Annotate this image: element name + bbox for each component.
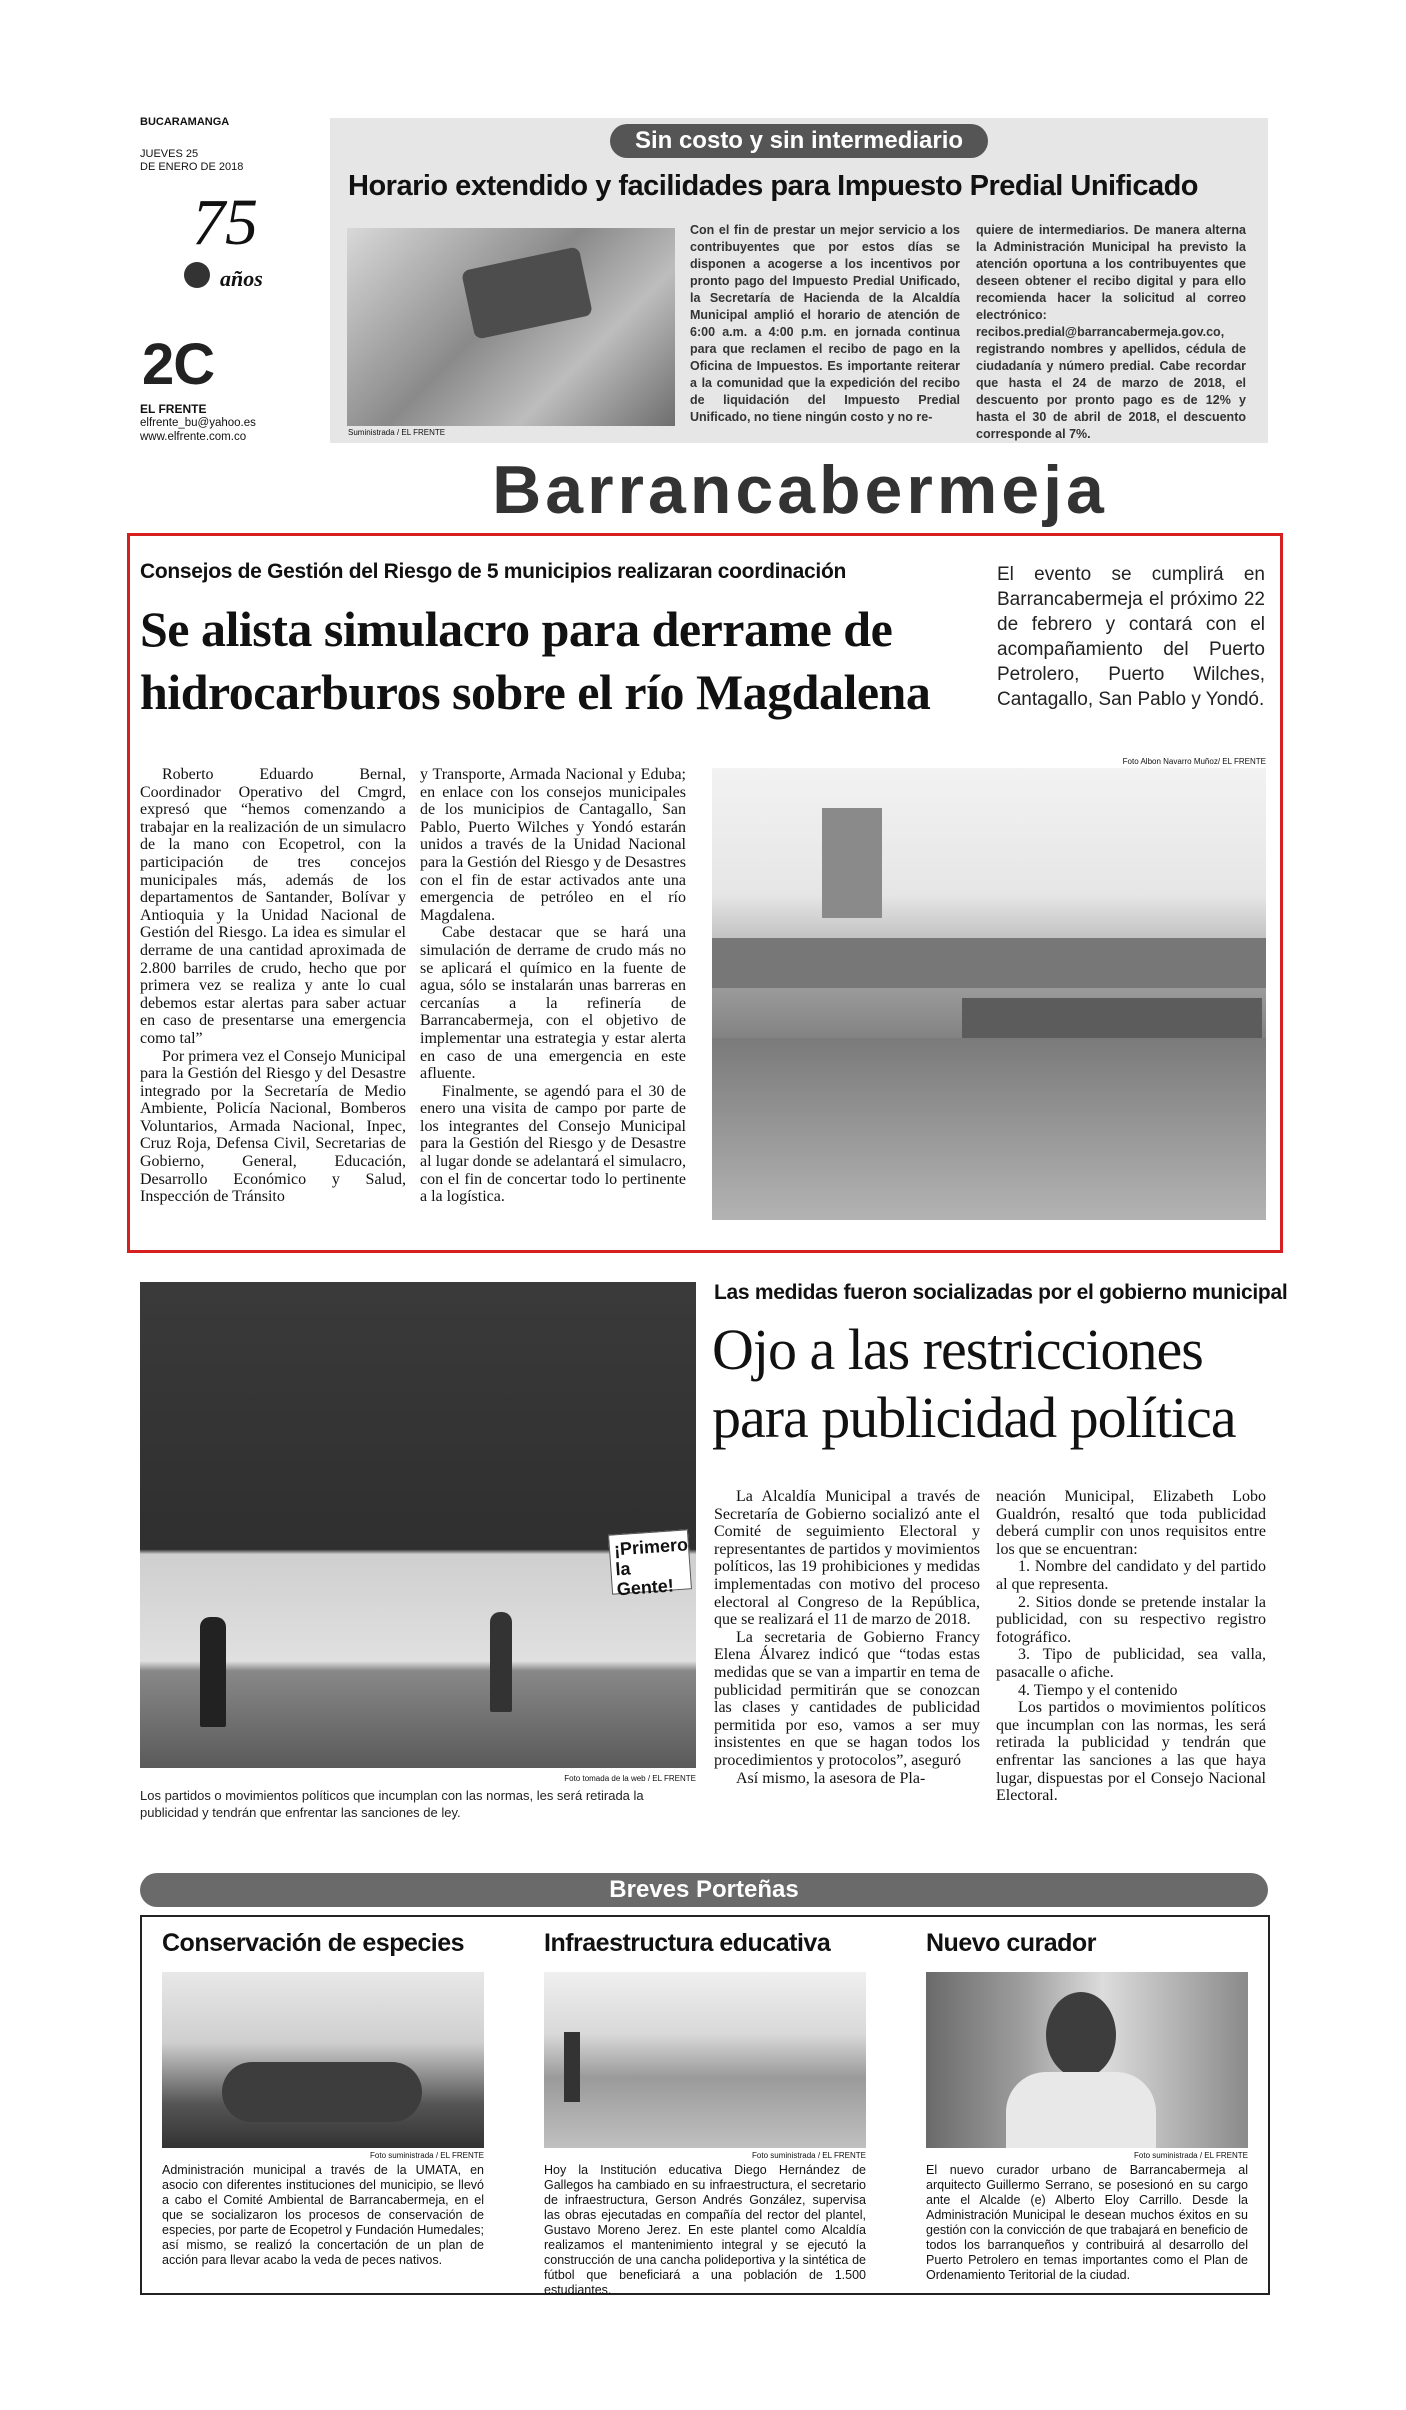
- second-kicker: Las medidas fueron socializadas por el gobierno municipal: [714, 1281, 1288, 1304]
- lead-col1-paragraph: Roberto Eduardo Bernal, Coordinador Operativo del Cmgrd, expresó que “hemos comenzando a trabajar en la realización de un simulacro de la mano con Ecopetrol, con la participación de tres concejos municipales más, además de los departamentos de Santander, Bolívar y Antioquia y la Unidad Nacional de Gestión del Riesgo. La idea es simular el derrame de una cantidad aproximada de 2.800 barriles de crudo, hecho que por primera vez se realiza y ante lo cual debemos estar alertas para saber actuar en caso de presentarse una emergencia como tal”: [140, 766, 406, 1047]
- boat-shape: [962, 998, 1262, 1038]
- brief-text-infraestructura: Hoy la Institución educativa Diego Hernández de Gallegos ha cambiado en su infraestructura, el secretario de infraestructura, Gerson Andrés González, supervisa las obras ejecutadas en compañía del rector del plantel, Gustavo Moreno Jerez. En este plantel como Alcaldía realizamos el mantenimiento integral y se ejecutó la construcción de una cancha polideportiva y la sintética de fútbol que beneficiará a una población de 1.500 estudiantes.: [544, 2163, 866, 2297]
- anniversary-ring-icon: [184, 262, 210, 288]
- brief-text-especies: Administración municipal a través de la UMATA, en asocio con diferentes instituciones del municipio, se llevó a cabo el Comité Ambiental de Barrancabermeja, en el que se socializaron los procesos de conservación de especies, por parte de Ecopetrol y Fundación Humedales; así mismo, se realizó la concertación de un plan de acción para llevar acabo la veda de peces nativos.: [162, 2163, 484, 2267]
- worker-figure-1: [200, 1617, 226, 1727]
- second-col-2: [996, 1488, 1266, 1805]
- predial-photo: [347, 228, 675, 426]
- paper-name: EL FRENTE: [140, 402, 207, 416]
- brief-credit-2: Foto suministrada / EL FRENTE: [752, 2151, 866, 2160]
- second-col2-item: 3. Tipo de publicidad, sea valla, pasacalle o afiche.: [996, 1646, 1266, 1681]
- second-col-1: [714, 1488, 980, 1787]
- hands-money-shape: [461, 246, 593, 339]
- lead-kicker: Consejos de Gestión del Riesgo de 5 municipios realizaran coordinación: [140, 560, 847, 583]
- paper-web: www.elfrente.com.co: [140, 431, 247, 443]
- lead-headline: Se alista simulacro para derrame de hidrocarburos sobre el río Magdalena: [140, 601, 931, 720]
- predial-col-2: quiere de intermediarios. De manera alterna la Administración Municipal ha previsto la atención oportuna a los contribuyentes que deseen obtener el recibo digital y para ello recomienda hacer la solicitud al correo electrónico: recibos.predial@barrancabermeja.gov.co, registrando nombres y apellidos, cédula de ciudadanía y número predial. Cabe recordar que hasta el 24 de marzo de 2018, el descuento por pronto pago es de 12% y hasta el 30 de abril de 2018, el descuento corresponde al 7%.: [976, 223, 1246, 441]
- brief-title-infraestructura: Infraestructura educativa: [544, 1929, 831, 1957]
- section-title: Barrancabermeja: [492, 452, 1108, 528]
- riverbank-shape: [712, 938, 1266, 988]
- lead-photo-credit: Foto Albon Navarro Muñoz/ EL FRENTE: [1122, 757, 1266, 766]
- second-col1-paragraph: La Alcaldía Municipal a través de Secretaría de Gobierno socializó ante el Comité de seguimiento Electoral y representantes de partidos y movimientos políticos, las 19 prohibiciones y medidas implementadas con motivo del proceso electoral al Congreso de la República, que se realizará el 11 de marzo de 2018.: [714, 1488, 980, 1629]
- predial-photo-credit: Suministrada / EL FRENTE: [348, 428, 446, 437]
- second-col1-paragraph: La secretaria de Gobierno Francy Elena Álvarez indicó que “todas estas medidas que se van a impartir en tema de publicidad permitirán que se conozcan las clases y cantidades de publicidad permitida por eso, vamos a ser muy insistentes en que se hagan todos los procedimientos y protocolos”, aseguró: [714, 1628, 980, 1769]
- political-wall-photo: [140, 1282, 696, 1768]
- predial-col-1: Con el fin de prestar un mejor servicio a los contribuyentes que por estos días se disponen a acogerse a los incentivos por pronto pago del Impuesto Predial Unificado, la Secretaría de Hacienda de la Alcaldía Municipal amplió el horario de atención de 6:00 a.m. a 4:00 p.m. en jornada continua para que reclamen el recibo de pago en la Oficina de Impuestos. Es importante reiterar a la comunidad que la expedición del recibo de liquidación del Impuesto Predial Unificado, no tiene ningún costo y no re-: [690, 223, 960, 424]
- portrait-head-shape: [1046, 1992, 1116, 2078]
- meeting-table-shape: [222, 2062, 422, 2122]
- building-shape: [822, 808, 882, 918]
- brief-photo-cancha: [544, 1972, 866, 2148]
- political-photo-caption: Los partidos o movimientos políticos que incumplan con las normas, les será retirada la publicidad y tendrán que enfrentar las sanciones de ley.: [140, 1788, 644, 1820]
- second-headline: Ojo a las restricciones para publicidad política: [712, 1317, 1236, 1450]
- brief-title-especies: Conservación de especies: [162, 1929, 465, 1957]
- second-col2-paragraph: neación Municipal, Elizabeth Lobo Gualdrón, resaltó que toda publicidad deberá cumplir con unos requisitos entre los que se encuentran:: [996, 1488, 1266, 1558]
- portrait-body-shape: [1006, 2072, 1156, 2148]
- predial-headline: Horario extendido y facilidades para Impuesto Predial Unificado: [348, 170, 1198, 202]
- wall-sign: ¡Primero la Gente!: [608, 1529, 692, 1594]
- masthead-date: DE ENERO DE 2018: [140, 161, 244, 173]
- page-code: 2C: [142, 332, 215, 397]
- second-col2-item: 2. Sitios donde se pretende instalar la publicidad, con su respectivo registro fotográfico.: [996, 1593, 1266, 1646]
- water-shape: [712, 1038, 1266, 1220]
- lead-col1-paragraph: Por primera vez el Consejo Municipal para la Gestión del Riesgo y del Desastre integrado por la Secretaría de Medio Ambiente, Policía Nacional, Bomberos Voluntarios, Armada Nacional, Inpec, Cruz Roja, Defensa Civil, Secretarias de Gobierno, General, Educación, Desarrollo Económico y Salud, Inspección de Tránsito: [140, 1047, 406, 1206]
- political-photo-credit: Foto tomada de la web / EL FRENTE: [564, 1774, 696, 1783]
- lead-col2-paragraph: Finalmente, se agendó para el 30 de enero una visita de campo por parte de los integrantes del Consejo Municipal para la Gestión del Riesgo y de Desastre al lugar donde se adelantará el simulacro, con el fin de concertar todo lo pertinente a la logística.: [420, 1082, 686, 1206]
- predial-box: [330, 118, 1268, 443]
- river-photo: [712, 768, 1266, 1220]
- masthead-day: JUEVES 25: [140, 148, 199, 160]
- brief-credit-3: Foto suministrada / EL FRENTE: [1134, 2151, 1248, 2160]
- person-figure: [564, 2032, 580, 2102]
- briefs-banner: Breves Porteñas: [140, 1873, 1268, 1907]
- anniversary-number: 75: [192, 186, 258, 259]
- lead-col2-paragraph: y Transporte, Armada Nacional y Eduba; en enlace con los consejos municipales de los municipios de Cantagallo, San Pablo, Puerto Wilches y Yondó estarán unidos a través de la Unidad Nacional para la Gestión del Riesgo y de Desastres con el fin de estar activados ante una emergencia de petróleo en el río Magdalena.: [420, 766, 686, 924]
- brief-title-curador: Nuevo curador: [926, 1929, 1096, 1957]
- anniversary-logo: [180, 188, 290, 308]
- lead-col2-paragraph: Cabe destacar que se hará una simulación de derrame de crudo más no se aplicará el químico en la fuente de agua, sólo se instalarán unas barreras en cercanías a la refinería de Barrancabermeja, con el objetivo de implementar una estrategia y estar alerta en caso de una emergencia en este afluente.: [420, 924, 686, 1083]
- brief-text-curador: El nuevo curador urbano de Barrancabermeja al arquitecto Guillermo Serrano, se posesionó en su cargo ante el Alcalde (e) Alberto Eloy Carrillo. Desde la Administración Municipal le desean muchos éxitos en su gestión con la convicción de que trabajará en beneficio de todos los barranqueños y contribuirá al desarrollo del Puerto Petrolero en temas importantes como el Plan de Ordenamiento Teritorial de la ciudad.: [926, 2163, 1248, 2282]
- brief-credit-1: Foto suministrada / EL FRENTE: [370, 2151, 484, 2160]
- second-col1-paragraph: Así mismo, la asesora de Pla-: [736, 1769, 926, 1787]
- brief-photo-curador: [926, 1972, 1248, 2148]
- masthead-city: BUCARAMANGA: [140, 116, 230, 128]
- lead-col-2: [420, 766, 686, 1206]
- paper-email: elfrente_bu@yahoo.es: [140, 417, 256, 429]
- lead-summary: El evento se cumplirá en Barrancabermeja el próximo 22 de febrero y contará con el acompañamiento del Puerto Petrolero, Puerto Wilches, Cantagallo, San Pablo y Yondó.: [997, 564, 1265, 710]
- second-col2-item: 4. Tiempo y el contenido: [1018, 1681, 1178, 1699]
- predial-banner: Sin costo y sin intermediario: [610, 124, 988, 158]
- worker-figure-2: [490, 1612, 512, 1712]
- briefs-box: [140, 1915, 1270, 2295]
- brief-photo-meeting: [162, 1972, 484, 2148]
- second-col2-item: 1. Nombre del candidato y del partido al que representa.: [996, 1558, 1266, 1593]
- anniversary-word: años: [220, 266, 263, 291]
- lead-col-1: [140, 766, 406, 1206]
- second-col2-paragraph: Los partidos o movimientos políticos que incumplan con las normas, les será retirada la publicidad y tendrán que enfrentar las sanciones a las que haya lugar, dispuestas por el Consejo Nacional Electoral.: [996, 1699, 1266, 1805]
